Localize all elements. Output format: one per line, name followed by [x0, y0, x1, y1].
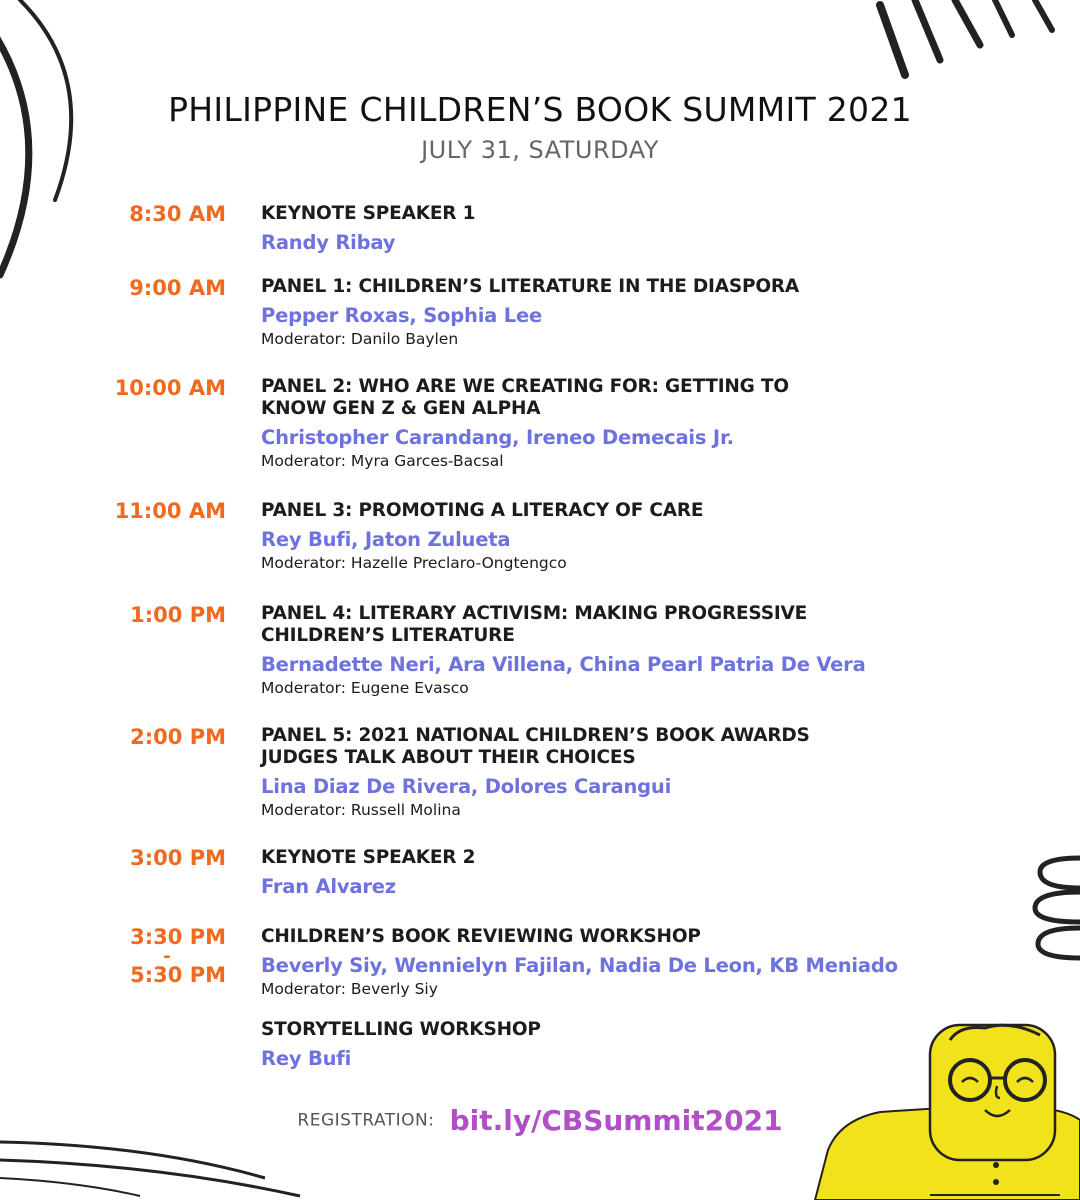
schedule-item	[261, 847, 881, 898]
time-slot: 8:30 AM	[129, 202, 226, 226]
speakers: Rey Bufi	[261, 1047, 352, 1070]
speakers: Pepper Roxas, Sophia Lee	[261, 304, 543, 327]
session-title: STORYTELLING WORKSHOP	[261, 1019, 541, 1040]
moderator: Moderator: Danilo Baylen	[261, 330, 459, 348]
session-title: KEYNOTE SPEAKER 1	[261, 203, 476, 224]
event-date: JULY 31, SATURDAY	[421, 136, 659, 164]
time-separator: -	[163, 946, 171, 967]
time-slot-end: 5:30 PM	[130, 963, 226, 987]
speakers: Beverly Siy, Wennielyn Fajilan, Nadia De Leon, KB Meniado	[261, 954, 898, 977]
schedule-item	[261, 276, 881, 348]
session-title: PANEL 2: WHO ARE WE CREATING FOR: GETTING TO KNOW GEN Z & GEN ALPHA	[261, 376, 789, 419]
session-title: PANEL 1: CHILDREN’S LITERATURE IN THE DIASPORA	[261, 276, 800, 297]
moderator: Moderator: Hazelle Preclaro-Ongtengco	[261, 554, 567, 572]
schedule-item	[261, 1019, 881, 1070]
session-title: PANEL 3: PROMOTING A LITERACY OF CARE	[261, 500, 704, 521]
speakers: Rey Bufi, Jaton Zulueta	[261, 528, 511, 551]
session-title: KEYNOTE SPEAKER 2	[261, 847, 476, 868]
registration	[0, 1104, 1080, 1137]
schedule-item	[261, 376, 841, 470]
time-slot: 10:00 AM	[114, 376, 226, 400]
speakers: Bernadette Neri, Ara Villena, China Pearl Patria De Vera	[261, 653, 866, 676]
moderator: Moderator: Eugene Evasco	[261, 679, 469, 697]
time-slot-start: 3:30 PM	[130, 925, 226, 949]
speakers: Lina Diaz De Rivera, Dolores Carangui	[261, 775, 672, 798]
event-title: PHILIPPINE CHILDREN’S BOOK SUMMIT 2021	[168, 90, 912, 129]
schedule-item	[261, 500, 881, 572]
time-slot: 9:00 AM	[129, 276, 226, 300]
session-title: PANEL 5: 2021 NATIONAL CHILDREN’S BOOK AWARDS JUDGES TALK ABOUT THEIR CHOICES	[261, 725, 810, 768]
time-slot: 1:00 PM	[130, 603, 226, 627]
time-slot: 3:00 PM	[130, 846, 226, 870]
speakers: Fran Alvarez	[261, 875, 396, 898]
schedule-item	[261, 926, 901, 998]
speakers: Christopher Carandang, Ireneo Demecais Jr.	[261, 426, 734, 449]
registration-label: REGISTRATION:	[297, 1110, 435, 1131]
schedule-item	[261, 603, 866, 697]
session-title: CHILDREN’S BOOK REVIEWING WORKSHOP	[261, 926, 701, 947]
schedule-item	[261, 725, 821, 819]
time-slot: 11:00 AM	[114, 499, 226, 523]
moderator: Moderator: Russell Molina	[261, 801, 461, 819]
time-slot: 2:00 PM	[130, 725, 226, 749]
speakers: Randy Ribay	[261, 231, 396, 254]
registration-link[interactable]: bit.ly/CBSummit2021	[449, 1104, 783, 1137]
moderator: Moderator: Beverly Siy	[261, 980, 438, 998]
schedule-item	[261, 203, 881, 254]
moderator: Moderator: Myra Garces-Bacsal	[261, 452, 504, 470]
session-title: PANEL 4: LITERARY ACTIVISM: MAKING PROGRESSIVE CHILDREN’S LITERATURE	[261, 603, 808, 646]
